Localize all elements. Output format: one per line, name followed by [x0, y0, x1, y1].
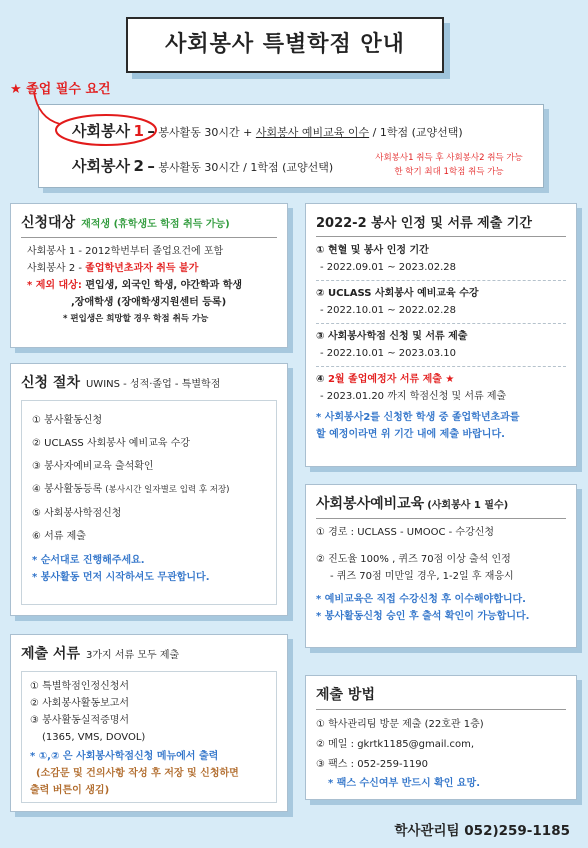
eligibility-card: [10, 203, 288, 348]
documents-subtitle: 3가지 서류 모두 제출: [85, 650, 180, 661]
procedure-subtitle: UWINS - 성적·졸업 - 특별학점: [85, 379, 221, 390]
rule-1: 사회봉사 1 – 봉사활동 30시간 + 사회봉사 예비교육 이수 / 1학점 (교양선택): [72, 122, 463, 140]
eligibility-line-1: 사회봉사 1 - 2012학번부터 졸업요건에 포함: [27, 246, 224, 257]
pretraining-line-1: ① 경로 : UCLASS - UMOOC - 수강신청: [316, 527, 495, 538]
step-3: ③ 봉사자예비교육 출석확인: [32, 461, 154, 472]
period-title: 2022-2 봉사 인정 및 서류 제출 기간: [316, 216, 532, 231]
page-title: 사회봉사 특별학점 안내: [126, 17, 444, 73]
doc-item-1: ① 특별학점인정신청서: [30, 681, 130, 692]
period-item-1-date: - 2022.09.01 ~ 2023.02.28: [320, 262, 457, 273]
pretraining-line-3: - 퀴즈 70점 미만일 경우, 1-2일 후 재응시: [330, 571, 514, 582]
documents-title: 제출 서류: [21, 646, 80, 662]
rule-2: 사회봉사 2 – 봉사활동 30시간 / 1학점 (교양선택): [72, 157, 334, 175]
doc-item-4: (1365, VMS, DOVOL): [42, 732, 146, 743]
eligibility-line-2: 사회봉사 2 - 졸업학년초과자 취득 불가: [27, 263, 199, 274]
footer-contact: 학사관리팀 052)259-1185: [394, 823, 570, 839]
requirement-label: ★ 졸업 필수 요건: [10, 82, 111, 97]
period-card: [305, 203, 577, 467]
period-note-2: 할 예정이라면 위 기간 내에 제출 바랍니다.: [316, 429, 505, 440]
procedure-title: 신청 절차: [21, 375, 80, 391]
doc-note-2: (소감문 및 건의사항 작성 후 저장 및 신청하면: [36, 768, 239, 779]
step-5: ⑤ 사회봉사학점신청: [32, 508, 122, 519]
submit-card: [305, 675, 577, 800]
eligibility-title: 신청대상: [21, 215, 76, 231]
doc-note-3: 출력 버튼이 생김): [30, 785, 110, 796]
submit-line-2: ② 메일 : gkrtk1185@gmail.com,: [316, 739, 475, 750]
step-4: ④ 봉사활동등록 (봉사시간 일자별로 입력 후 저장): [32, 484, 230, 495]
eligibility-subtitle: 재적생 (휴학생도 학점 취득 가능): [81, 219, 230, 230]
submit-note: * 팩스 수신여부 반드시 확인 요망.: [328, 778, 481, 789]
submit-line-1: ① 학사관리팀 방문 제출 (22호관 1층): [316, 719, 484, 730]
period-note-1: * 사회봉사2를 신청한 학생 중 졸업학년초과를: [316, 412, 520, 423]
period-item-2-date: - 2022.10.01 ~ 2022.02.28: [320, 305, 457, 316]
pretraining-line-2: ② 진도율 100% , 퀴즈 70점 이상 출석 인정: [316, 554, 511, 565]
pretraining-note-1: * 예비교육은 직접 수강신청 후 이수해야합니다.: [316, 594, 526, 605]
submit-title: 제출 방법: [316, 687, 375, 703]
doc-item-2: ② 사회봉사활동보고서: [30, 698, 130, 709]
step-2: ② UCLASS 사회봉사 예비교육 수강: [32, 438, 190, 449]
documents-card: [10, 634, 288, 812]
arrow-curve-icon: [30, 88, 70, 128]
pretraining-title: 사회봉사예비교육: [316, 496, 425, 512]
pretraining-card: [305, 484, 577, 648]
period-item-4-label: ④ 2월 졸업예정자 서류 제출 ★: [316, 374, 455, 385]
procedure-note-1: * 순서대로 진행해주세요.: [32, 555, 145, 566]
period-item-1-label: ① 현혈 및 봉사 인정 기간: [316, 245, 429, 256]
procedure-note-2: * 봉사활동 먼저 시작하셔도 무관합니다.: [32, 572, 210, 583]
period-item-2-label: ② UCLASS 사회봉사 예비교육 수강: [316, 288, 479, 299]
doc-item-3: ③ 봉사활동실적증명서: [30, 715, 130, 726]
exclude-line: * 제외 대상: 편입생, 외국인 학생, 야간학과 학생: [27, 280, 243, 291]
submit-line-3: ③ 팩스 : 052-259-1190: [316, 759, 429, 770]
period-item-3-date: - 2022.10.01 ~ 2023.03.10: [320, 348, 457, 359]
step-6: ⑥ 서류 제출: [32, 531, 86, 542]
doc-note-1: * ①,② 은 사회봉사학점신청 메뉴에서 출력: [30, 751, 219, 762]
period-item-3-label: ③ 사회봉사학점 신청 및 서류 제출: [316, 331, 468, 342]
exclude-line-2: ,장애학생 (장애학생지원센터 등록): [71, 297, 227, 308]
rule-notes: 사회봉사1 취득 후 사회봉사2 취득 가능 한 학기 최대 1학점 취득 가능: [375, 153, 523, 177]
period-item-4-text: - 2023.01.20 까지 학점신청 및 서류 제출: [320, 391, 507, 402]
procedure-card: [10, 363, 288, 616]
pretraining-note-2: * 봉사활동신청 승인 후 출석 확인이 가능합니다.: [316, 611, 530, 622]
pretraining-subtitle: (사회봉사 1 필수): [427, 500, 509, 511]
step-1: ① 봉사활동신청: [32, 415, 103, 426]
exclude-note: * 편입생은 희망할 경우 학점 취득 가능: [63, 314, 209, 324]
